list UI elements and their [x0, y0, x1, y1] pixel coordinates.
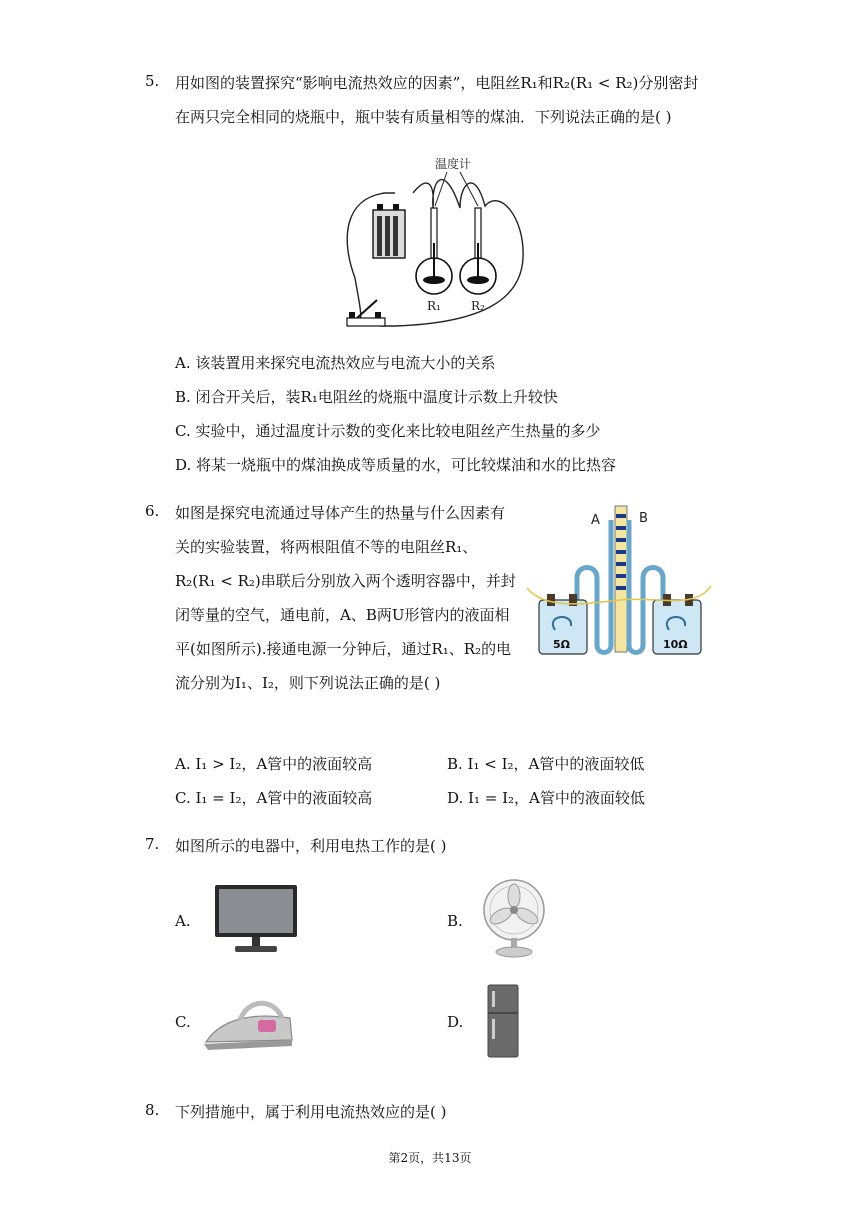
r2-label: R₂: [471, 299, 485, 313]
question-6-number: 6.: [145, 502, 160, 520]
question-7-stem: 如图所示的电器中，利用电热工作的是( ): [175, 837, 447, 855]
refrigerator-icon: [486, 983, 520, 1059]
battery-icon: [373, 204, 405, 258]
thermometer-label: 温度计: [435, 157, 472, 171]
page-footer: 第2页，共13页: [388, 1151, 472, 1165]
question-7-option-a: A.: [175, 912, 191, 930]
question-7-number: 7.: [145, 835, 160, 853]
flask-r2-icon: [460, 208, 496, 294]
circuit-figure: [335, 148, 535, 340]
question-5-number: 5.: [145, 72, 160, 90]
question-6-stem-line-2: 关的实验装置，将两根阻值不等的电阻丝R₁、: [175, 538, 478, 556]
question-8-stem: 下列措施中，属于利用电流热效应的是( ): [175, 1103, 447, 1121]
question-6-stem-line-1: 如图是探究电流通过导体产生的热量与什么因素有: [175, 504, 506, 522]
iron-icon: [200, 990, 296, 1060]
question-7-option-d: D.: [447, 1013, 464, 1031]
question-7-option-b: B.: [447, 912, 463, 930]
question-5-option-d: D. 将某一烧瓶中的煤油换成等质量的水，可比较煤油和水的比热容: [175, 456, 617, 474]
question-6-stem-line-4: 闭等量的空气，通电前，A、B两U形管内的液面相: [175, 606, 510, 624]
question-5-option-c: C. 实验中，通过温度计示数的变化来比较电阻丝产生热量的多少: [175, 422, 601, 440]
switch-icon: [347, 300, 385, 326]
question-5-option-b: B. 闭合开关后，装R₁电阻丝的烧瓶中温度计示数上升较快: [175, 388, 558, 406]
question-6-stem-line-3: R₂(R₁ < R₂)串联后分别放入两个透明容器中，并封: [175, 572, 516, 590]
question-6-option-c: C. I₁ = I₂，A管中的液面较高: [175, 789, 373, 807]
u-tube-figure: [525, 500, 715, 660]
r1-label: R₁: [427, 299, 441, 313]
label-b: B: [639, 511, 648, 526]
flask-r1-icon: [416, 208, 452, 294]
question-6-stem-line-6: 流分别为I₁、I₂，则下列说法正确的是( ): [175, 674, 441, 692]
monitor-icon: [213, 883, 299, 955]
question-5-stem-line-2: 在两只完全相同的烧瓶中，瓶中装有质量相等的煤油．下列说法正确的是( ): [175, 108, 672, 126]
question-6-stem-line-5: 平(如图所示).接通电源一分钟后，通过R₁、R₂的电: [175, 640, 512, 658]
question-6-option-a: A. I₁ > I₂，A管中的液面较高: [175, 755, 373, 773]
fan-icon: [481, 878, 547, 958]
question-6-option-d: D. I₁ = I₂，A管中的液面较低: [447, 789, 645, 807]
question-7-option-c: C.: [175, 1013, 191, 1031]
label-a: A: [591, 513, 600, 528]
left-resistor-label: 5Ω: [553, 638, 571, 651]
question-6-option-b: B. I₁ < I₂，A管中的液面较低: [447, 755, 645, 773]
right-resistor-label: 10Ω: [663, 638, 688, 651]
question-5-option-a: A. 该装置用来探究电流热效应与电流大小的关系: [175, 354, 496, 372]
question-5-stem-line-1: 用如图的装置探究“影响电流热效应的因素”，电阻丝R₁和R₂(R₁ < R₂)分别密封: [175, 74, 699, 92]
question-8-number: 8.: [145, 1101, 160, 1119]
